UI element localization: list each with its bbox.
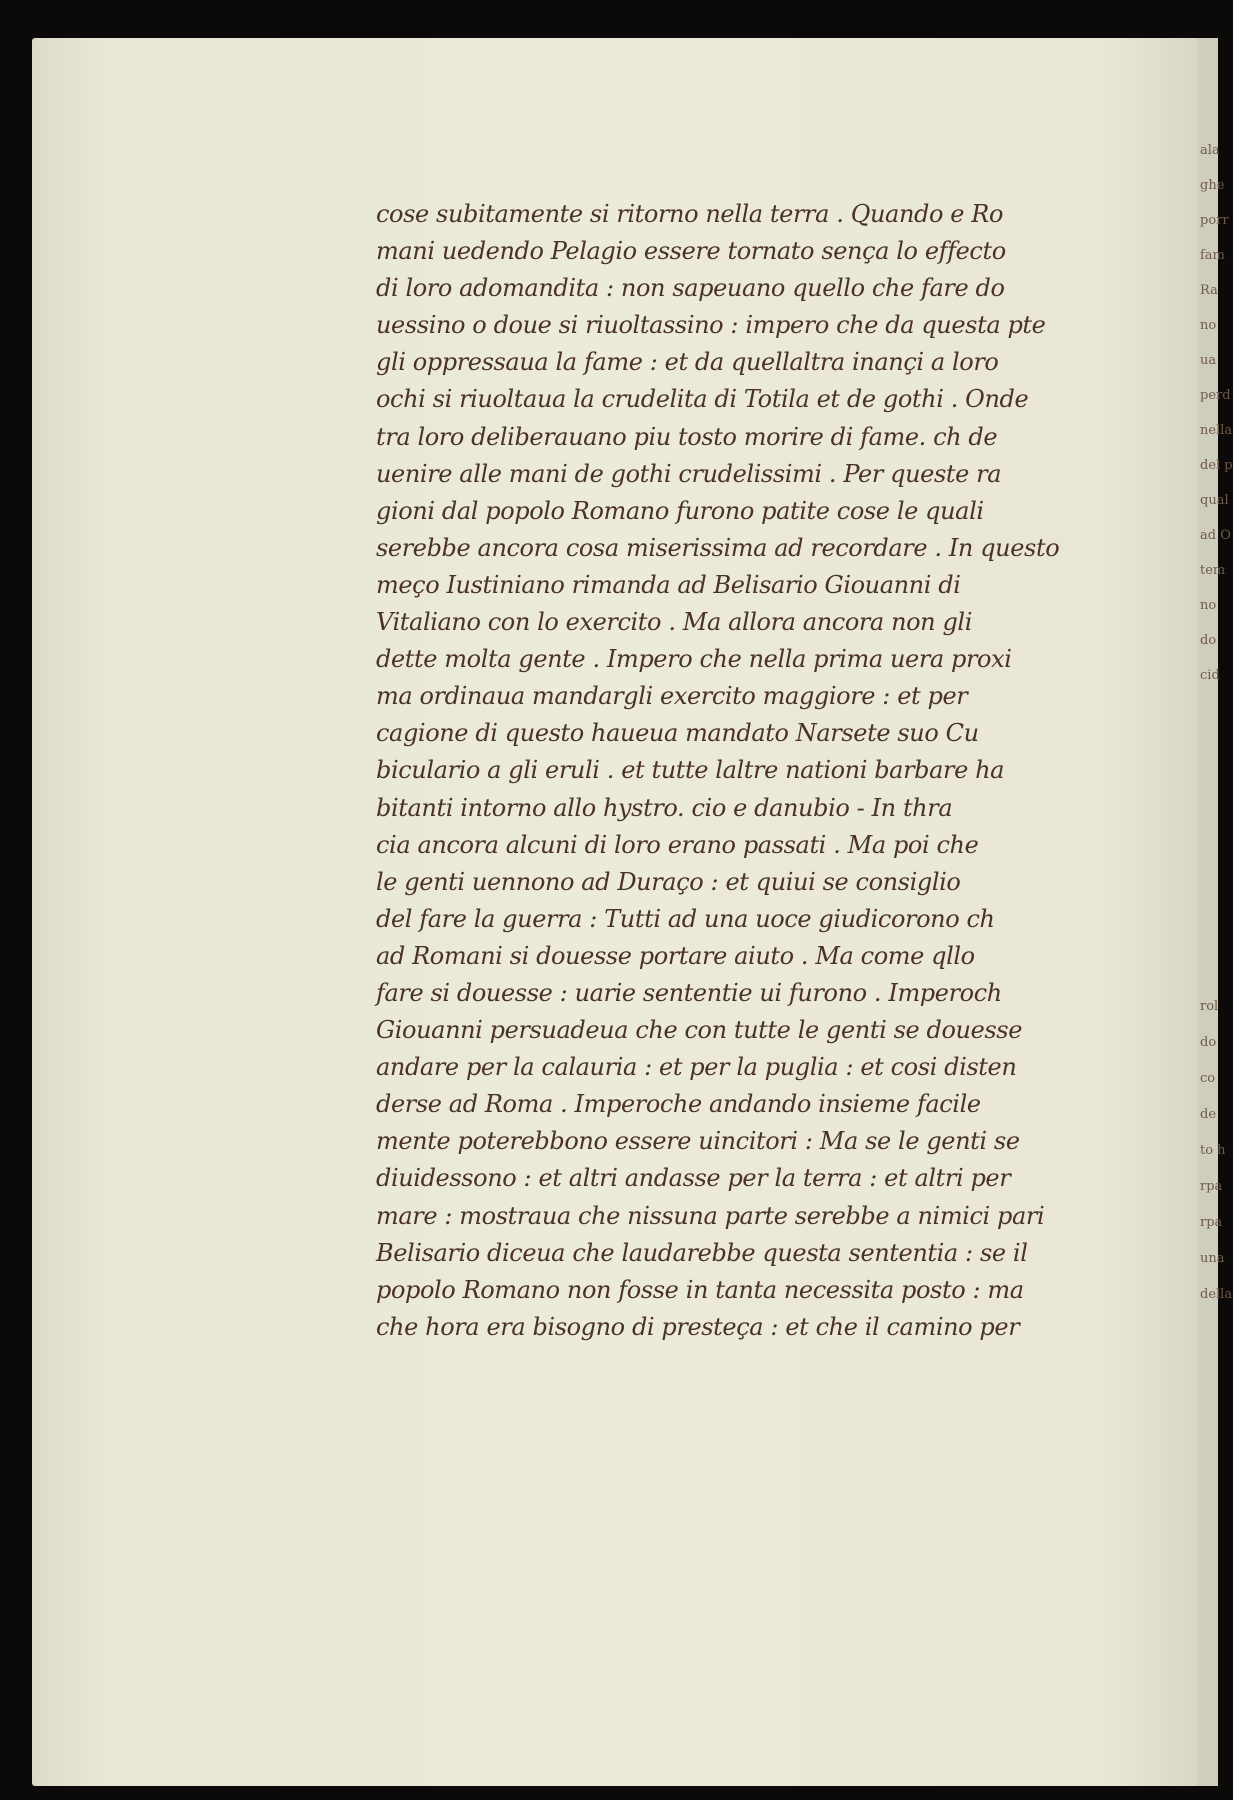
manuscript-line: mare : mostraua che nissuna parte serebbe a nimici pari [376, 1201, 1045, 1230]
manuscript-line: popolo Romano non fosse in tanta necessita posto : ma [376, 1275, 1024, 1304]
manuscript-line: andare per la calauria : et per la puglia : et cosi disten [376, 1053, 1017, 1082]
manuscript-line: ad Romani si douesse portare aiuto . Ma come qllo [376, 941, 975, 970]
manuscript-line: serebbe ancora cosa miserissima ad recordare . In questo [376, 533, 1060, 562]
facing-page-fragment: cid [1200, 668, 1220, 683]
manuscript-line: uessino o doue si riuoltassino : impero che da questa pte [376, 311, 1046, 340]
manuscript-line: cia ancora alcuni di loro erano passati . Ma poi che [376, 830, 979, 859]
facing-page-fragment: nella [1200, 423, 1233, 438]
facing-page-fragment: della [1200, 1287, 1233, 1302]
manuscript-line: cagione di questo haueua mandato Narsete suo Cu [376, 719, 979, 748]
manuscript-line: biculario a gli eruli . et tutte laltre nationi barbare ha [376, 756, 1005, 785]
facing-page-fragment: Ra [1200, 283, 1218, 298]
facing-page-fragment: rpa [1200, 1179, 1223, 1194]
manuscript-line: mani uedendo Pelagio essere tornato sença lo effecto [376, 237, 1006, 266]
facing-page-fragment: perd [1200, 388, 1231, 403]
manuscript-line: uenire alle mani de gothi crudelissimi . Per queste ra [376, 459, 1002, 488]
facing-page-edge [1198, 38, 1233, 1786]
facing-page-fragment: qual [1200, 493, 1229, 508]
manuscript-line: dette molta gente . Impero che nella prima uera proxi [376, 645, 1012, 674]
facing-page-fragment: to h [1200, 1143, 1226, 1158]
facing-page-fragment: ghe [1200, 178, 1225, 193]
facing-page-fragment: de [1200, 1107, 1217, 1122]
manuscript-line: Vitaliano con lo exercito . Ma allora ancora non gli [376, 608, 972, 637]
facing-page-fragment: una [1200, 1251, 1225, 1266]
manuscript-line: del fare la guerra : Tutti ad una uoce giudicorono ch [376, 904, 995, 933]
facing-page-fragment: ad O [1200, 528, 1231, 543]
manuscript-line: meço Iustiniano rimanda ad Belisario Giouanni di [376, 570, 961, 599]
manuscript-line: ochi si riuoltaua la crudelita di Totila et de gothi . Onde [376, 385, 1029, 414]
manuscript-line: le genti uennono ad Duraço : et quiui se consiglio [376, 867, 961, 896]
manuscript-line: che hora era bisogno di presteça : et che il camino per [376, 1312, 1020, 1341]
manuscript-line: gli oppressaua la fame : et da quellaltra inançi a loro [376, 348, 999, 377]
facing-page-fragment: co [1200, 1071, 1216, 1086]
facing-page-fragment: ua [1200, 353, 1217, 368]
manuscript-line: Belisario diceua che laudarebbe questa sententia : se il [376, 1238, 1028, 1267]
facing-page-fragment: do [1200, 633, 1217, 648]
manuscript-line: cose subitamente si ritorno nella terra . Quando e Ro [376, 200, 1003, 228]
manuscript-line: Giouanni persuadeua che con tutte le genti se douesse [376, 1016, 1023, 1045]
manuscript-line: gioni dal popolo Romano furono patite cose le quali [376, 496, 984, 525]
manuscript-line: bitanti intorno allo hystro. cio e danubio - In thra [376, 793, 953, 822]
manuscript-page [32, 38, 1200, 1786]
facing-page-fragment: fam [1200, 248, 1225, 263]
facing-page-fragment: del p [1200, 458, 1233, 473]
manuscript-line: diuidessono : et altri andasse per la terra : et altri per [376, 1164, 1011, 1193]
facing-page-fragment: rpa [1200, 1215, 1223, 1230]
facing-page-fragment: do [1200, 1035, 1217, 1050]
manuscript-line: di loro adomandita : non sapeuano quello che fare do [376, 274, 1005, 303]
facing-page-fragment: ala [1200, 143, 1220, 158]
manuscript-line: derse ad Roma . Imperoche andando insieme facile [376, 1090, 981, 1119]
facing-page-fragment: no [1200, 598, 1217, 613]
facing-page-fragment: porr [1200, 213, 1229, 228]
manuscript-line: fare si douesse : uarie sententie ui furono . Imperoch [376, 978, 1002, 1007]
manuscript-line: ma ordinaua mandargli exercito maggiore : et per [376, 682, 968, 711]
facing-page-fragment: rol [1200, 999, 1219, 1014]
manuscript-text-block [376, 196, 1136, 1346]
manuscript-line: mente poterebbono essere uincitori : Ma se le genti se [376, 1127, 1020, 1156]
facing-page-fragment: tem [1200, 563, 1226, 578]
manuscript-line: tra loro deliberauano piu tosto morire di fame. ch de [376, 422, 998, 451]
facing-page-fragment: no [1200, 318, 1217, 333]
